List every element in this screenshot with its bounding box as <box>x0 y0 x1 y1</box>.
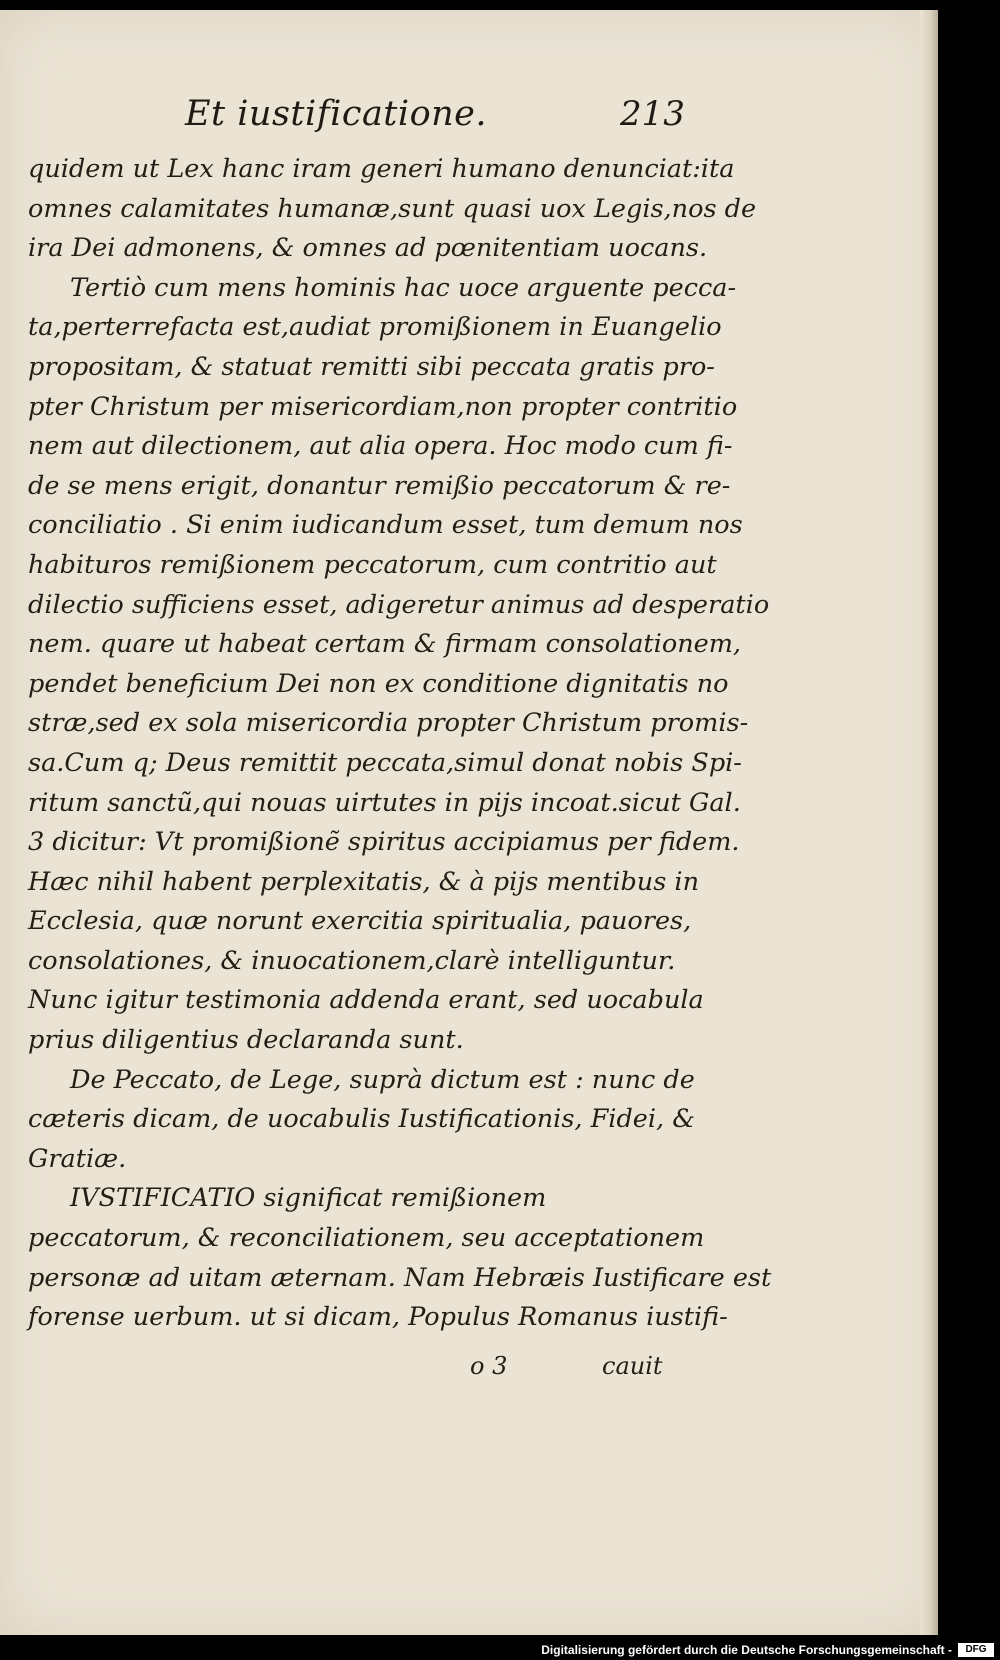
text-line: De Peccato, de Lege, suprà dictum est : nunc de <box>70 1064 695 1095</box>
running-head-title: Et iustificatione. <box>185 94 488 134</box>
text-line: conciliatio . Si enim iudicandum esset, tum demum nos <box>28 510 743 541</box>
text-line: dilectio sufficiens esset, adigeretur animus ad desperatio <box>28 589 770 620</box>
text-line: IVSTIFICATIO significat remißionem <box>70 1183 547 1214</box>
footer-credit: Digitalisierung gefördert durch die Deutsche Forschungsgemeinschaft - <box>541 1643 952 1657</box>
catchword: cauit <box>602 1352 663 1380</box>
catchline <box>0 1352 938 1392</box>
text-line: ira Dei admonens, & omnes ad pœnitentiam uocans. <box>28 233 708 264</box>
text-line: de se mens erigit, donantur remißio peccatorum & re- <box>28 470 731 501</box>
body-text <box>28 150 772 1338</box>
text-line: pendet beneficium Dei non ex conditione dignitatis no <box>28 668 729 699</box>
signature-mark: o 3 <box>470 1352 508 1380</box>
text-line: sa.Cum q; Deus remittit peccata,simul donat nobis Spi- <box>28 747 742 778</box>
text-line: nem. quare ut habeat certam & firmam consolationem, <box>28 629 741 660</box>
text-line: Gratiæ. <box>28 1143 127 1174</box>
text-line: stræ,sed ex sola misericordia propter Christum promis- <box>28 708 749 739</box>
text-line: ritum sanctũ,qui nouas uirtutes in pijs incoat.sicut Gal. <box>28 787 741 818</box>
book-page <box>0 10 938 1635</box>
text-line: peccatorum, & reconciliationem, seu acceptationem <box>28 1223 705 1254</box>
text-line: forense uerbum. ut si dicam, Populus Romanus iustifi- <box>28 1302 728 1333</box>
footer-bar <box>0 1640 1000 1660</box>
page-edge <box>920 10 938 1635</box>
text-line: quidem ut Lex hanc iram generi humano denunciat:ita <box>28 154 735 184</box>
text-line: pter Christum per misericordiam,non propter contritio <box>28 391 738 422</box>
dfg-logo: DFG <box>958 1643 994 1657</box>
text-line: personæ ad uitam æternam. Nam Hebræis Iustificare est <box>28 1262 772 1293</box>
text-line: prius diligentius declaranda sunt. <box>28 1025 464 1056</box>
text-line: Hæc nihil habent perplexitatis, & à pijs mentibus in <box>28 866 699 897</box>
text-line: nem aut dilectionem, aut alia opera. Hoc modo cum fi- <box>28 431 733 462</box>
text-line: ta,perterrefacta est,audiat promißionem in Euangelio <box>28 312 722 343</box>
text-line: habituros remißionem peccatorum, cum contritio aut <box>28 549 717 580</box>
text-line: Ecclesia, quæ norunt exercitia spiritualia, pauores, <box>28 906 692 937</box>
text-line: Tertiò cum mens hominis hac uoce arguente pecca- <box>70 272 737 303</box>
text-line: cæteris dicam, de uocabulis Iustificationis, Fidei, & <box>28 1104 695 1135</box>
text-line: omnes calamitates humanæ,sunt quasi uox Legis,nos de <box>28 193 757 224</box>
text-line: consolationes, & inuocationem,clarè intelliguntur. <box>28 945 676 976</box>
text-line: propositam, & statuat remitti sibi peccata gratis pro- <box>28 351 715 382</box>
text-line: 3 dicitur: Vt promißionẽ spiritus accipiamus per fidem. <box>28 827 740 858</box>
text-line: Nunc igitur testimonia addenda erant, sed uocabula <box>28 985 704 1016</box>
running-head <box>0 94 938 144</box>
page-number: 213 <box>620 94 685 134</box>
